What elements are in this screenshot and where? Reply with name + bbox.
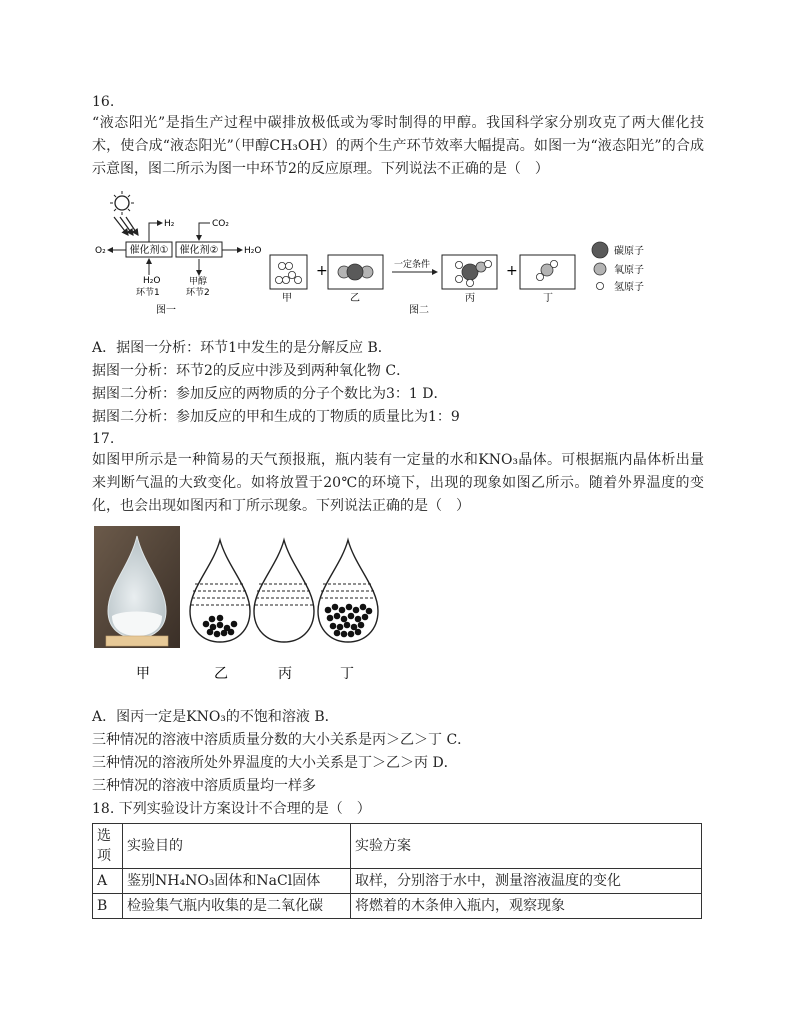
table-cell: 取样，分别溶于水中，测量溶液温度的变化 [351,869,702,894]
table-header-row [93,824,702,869]
option-line-3: 三种情况的溶液所处外界温度的大小关系是丁＞乙＞丙 D． [92,755,458,771]
table-row [93,869,702,894]
option-line-1: A．据图一分析：环节1中发生的是分解反应 B． [92,340,392,356]
catalyst-2-label: 催化剂② [179,245,219,256]
label-jia: 甲 [136,666,150,682]
legend-carbon: 碳原子 [614,246,644,257]
sun-icon [110,191,134,215]
figure-synthesis-diagram [92,187,704,337]
table-header-cell: 实验目的 [123,824,351,869]
plus-2: + [506,263,518,279]
label-ding: 丁 [543,293,553,304]
figure-weather-bottle [92,526,704,706]
label-yi: 乙 [214,666,228,682]
o2-label: O₂ [95,246,106,256]
catalyst-1-label: 催化剂① [129,245,169,256]
table-cell: 检验集气瓶内收集的是二氧化碳 [123,894,351,919]
question-number: 17. [92,431,115,447]
figure-2-caption: 图二 [409,305,429,316]
h2o-out-label: H₂O [244,246,262,256]
option-line-3: 据图二分析：参加反应的两物质的分子个数比为3：1 D． [92,386,448,402]
label-jia: 甲 [282,293,292,304]
question-16 [92,92,704,429]
label-bing: 丙 [278,666,292,682]
figure-svg [92,526,704,706]
co2-label: CO₂ [212,219,229,229]
option-line-1: A．图丙一定是KNO₃的不饱和溶液 B． [92,709,339,725]
table-cell: A [93,869,123,894]
legend [592,242,644,293]
label-yi: 乙 [350,293,360,304]
drop-yi [190,540,250,642]
options-table [92,823,702,919]
option-line-2: 据图一分析：环节2的反应中涉及到两种氧化物 C． [92,363,411,379]
exam-page [92,92,704,919]
question-number: 16. [92,94,115,110]
table-cell: 鉴别NH₄NO₃固体和NaCl固体 [123,869,351,894]
question-stem: “液态阳光”是指生产过程中碳排放极低或为零时制得的甲醇。我国科学家分别攻克了两大催化技术，使合成“液态阳光”（甲醇CH₃OH）的两个生产环节效率大幅提高。如图一为“液态阳光”的合成示意图，图二所示为图一中环节2的反应原理。下列说法不正确的是（ ） [92,115,704,177]
molecule-yi [338,264,373,280]
table-row [93,894,702,919]
question-stem: 18. 下列实验设计方案设计不合理的是（ ） [92,801,371,817]
bottle-photo [94,526,180,648]
box-jia [270,255,307,289]
step-2-label: 环节2 [186,288,210,298]
legend-hydrogen-swatch [596,282,603,289]
question-17 [92,429,704,798]
table-header-cell: 实验方案 [351,824,702,869]
reaction-condition: 一定条件 [394,260,431,270]
question-stem: 如图甲所示是一种简易的天气预报瓶，瓶内装有一定量的水和KNO₃晶体。可根据瓶内晶体析出量来判断气温的大致变化。如将放置于20℃的环境下，出现的现象如图乙所示。随着外界温度的变化，也会出现如图丙和丁所示现象。下列说法正确的是（ ） [92,452,704,514]
legend-carbon-swatch [592,242,608,258]
legend-hydrogen: 氢原子 [614,282,644,293]
drop-bing [254,540,314,642]
step-1-label: 环节1 [136,288,160,298]
label-bing: 丙 [465,293,475,304]
plus-1: + [316,263,328,279]
h2-label: H₂ [164,219,175,229]
legend-oxygen-swatch [594,263,606,275]
question-18 [92,798,704,919]
figure-svg [92,187,704,337]
figure-1-caption: 图一 [156,305,176,316]
option-line-4: 据图二分析：参加反应的甲和生成的丁物质的质量比为1：9 [92,409,460,425]
legend-oxygen: 氧原子 [614,265,644,276]
label-ding: 丁 [340,666,354,682]
methanol-label: 甲醇 [189,277,208,287]
table-header-cell: 选项 [93,824,123,869]
option-line-4: 三种情况的溶液中溶质质量均一样多 [92,778,316,794]
table-cell: 将燃着的木条伸入瓶内，观察现象 [351,894,702,919]
option-line-2: 三种情况的溶液中溶质质量分数的大小关系是丙＞乙＞丁 C． [92,732,472,748]
h2o-in-label: H₂O [143,276,161,286]
sunlight-rays [114,217,138,235]
drop-ding [318,540,378,642]
table-cell: B [93,894,123,919]
